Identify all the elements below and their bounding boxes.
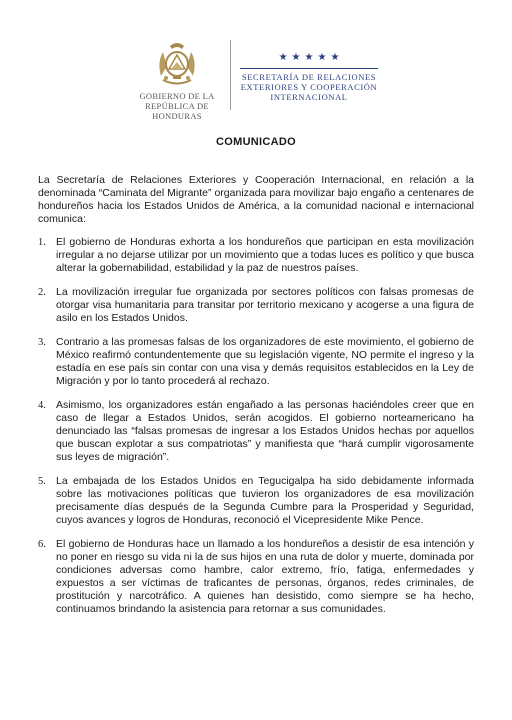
logo-divider <box>230 40 231 110</box>
document-body <box>38 174 474 627</box>
list-item <box>38 538 474 616</box>
list-item <box>38 336 474 388</box>
list-item-number: 1. <box>38 237 46 248</box>
list-item <box>38 475 474 527</box>
letterhead <box>0 0 512 120</box>
list-item-text: La embajada de los Estados Unidos en Tegucigalpa ha sido debidamente informada sobre las motivaciones políticas que tuvieron los organizadores de esa movilización precisamente días después de la Segunda Cumbre para la Prosperidad y Seguridad, cuyos avances y logros de Honduras, reconoció el Vicepresidente Mike Pence. <box>56 475 474 526</box>
list-item-text: La movilización irregular fue organizada por sectores políticos con falsas promesas de otorgar visa humanitaria para transitar por territorio mexicano y acogerse a una figura de asilo en los Estados Unidos. <box>56 286 474 324</box>
government-logo <box>132 38 222 121</box>
stars-row <box>234 52 384 64</box>
document-title: COMUNICADO <box>216 136 296 148</box>
list-item-text: Contrario a las promesas falsas de los organizadores de este movimiento, el gobierno de México reafirmó contundentemente que su legislación vigente, NO permite el ingreso y la estadía en ese país sin contar con una visa y demás requisitos establecidos en la Ley de Migración y por lo tanto procederá al rechazo. <box>56 336 474 387</box>
numbered-list <box>38 236 474 616</box>
list-item-number: 2. <box>38 287 46 298</box>
list-item-number: 5. <box>38 476 46 487</box>
government-name-line2: REPÚBLICA DE HONDURAS <box>145 101 209 121</box>
ministry-name-line3: INTERNACIONAL <box>270 92 348 102</box>
list-item-number: 3. <box>38 337 46 348</box>
star-icon: ★ <box>278 52 288 63</box>
star-icon: ★ <box>291 52 301 63</box>
ministry-logo <box>234 52 384 102</box>
list-item-number: 4. <box>38 400 46 411</box>
list-item-text: El gobierno de Honduras exhorta a los hondureños que participan en esta movilización irregular a no dejarse utilizar por un movimiento que a todas luces es político y que busca alterar la gobernabilidad, estabilidad y la paz de nuestros países. <box>56 236 474 274</box>
intro-paragraph: La Secretaría de Relaciones Exteriores y Cooperación Internacional, en relación a la denominada “Caminata del Migrante” organizada para movilizar bajo engaño a centenares de hondureños hacia los Estados Unidos de América, a la comunidad nacional e internacional comunica: <box>38 174 474 225</box>
star-icon: ★ <box>330 52 340 63</box>
list-item-text: Asimismo, los organizadores están engañado a las personas haciéndoles creer que en caso de llegar a Estados Unidos, serán acogidos. El gobierno norteamericano ha denunciado las “falsas promesas de ingresar a los Estados Unidos hechas por aquellos que buscan explotar a sus compatriotas” y manifiesta que “hará cumplir vigorosamente sus leyes de migración”. <box>56 399 474 463</box>
star-icon: ★ <box>317 52 327 63</box>
list-item <box>38 286 474 325</box>
ministry-logo-rule <box>240 68 378 69</box>
list-item <box>38 236 474 275</box>
star-icon: ★ <box>304 52 314 63</box>
honduras-coat-of-arms-icon <box>155 38 199 88</box>
ministry-name-line1: SECRETARÍA DE RELACIONES <box>241 72 377 82</box>
ministry-name-line2: EXTERIORES Y COOPERACIÓN <box>240 82 378 92</box>
government-name-line1: GOBIERNO DE LA <box>139 91 215 101</box>
list-item-text: El gobierno de Honduras hace un llamado a los hondureños a desistir de esa intención y no poner en riesgo su vida ni la de sus hijos en una ruta de dolor y muerte, dominada por condiciones adversas como hambre, calor extremo, frío, fatiga, enfermedades y expuestos a ser víctimas de traficantes de personas, órganos, redes criminales, de prostitución y narcotráfico. A quienes han desistido, como siempre se ha hecho, continuamos brindando la asistencia para retornar a sus comunidades. <box>56 538 474 615</box>
government-name <box>132 91 222 121</box>
list-item-number: 6. <box>38 539 46 550</box>
ministry-name <box>234 72 384 102</box>
list-item <box>38 399 474 464</box>
